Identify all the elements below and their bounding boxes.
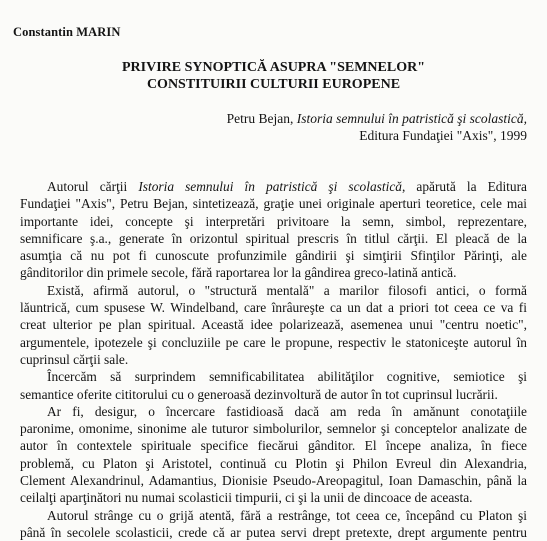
text-line: semantice oferite cititorului cu o generoasă dezinvoltură de autor în tot cuprinsul lucrării. (20, 386, 498, 402)
text-line: gânditorilor din primele secole, fără raportarea lor la gândirea greco-latină antică. (20, 265, 457, 281)
text-line: Autorul cărţii Istoria semnului în patristică şi scolastică, apărută la Editura (47, 179, 527, 194)
paragraph (20, 403, 527, 507)
text-line: cuprinsul cărţii sale. (20, 351, 129, 367)
book-reference-line-2: Editura Fundaţiei "Axis", 1999 (359, 128, 527, 143)
paragraph (20, 178, 527, 282)
text-line: până în secolele scolasticii, crede că ar putea servi drept pretexte, drept argumente pentru (20, 524, 527, 540)
text-line: problemă, cu Platon şi Aristotel, continuă cu Plotin şi Philon Evreul din Alexandria, (20, 455, 527, 471)
text-line: Fundaţiei "Axis", Petru Bejan, sintetizează, graţie unei originale aperturi teoretice, cele mai (20, 196, 527, 212)
text-line: paronime, omonime, sinonime ale tuturor simbolurilor, semnelor şi conceptelor analizate de (20, 421, 527, 437)
article-title-line-2: CONSTITUIRII CULTURII EUROPENE (146, 77, 401, 92)
article-title-line-1: PRIVIRE SYNOPTICĂ ASUPRA "SEMNELOR" (122, 60, 425, 75)
text-line: Ar fi, desigur, o încercare fastidioasă dacă am reda în amănunt conotaţiile (47, 403, 527, 419)
text-line: lăuntrică, cum spusese W. Windelband, care înrâureşte ca un dat a priori tot ceea ce va fi (20, 300, 527, 316)
text-line: ceilalţi aparţinători nu numai scolasticii timpurii, ci şi la unii de dincoace de aceasta. (20, 490, 473, 506)
book-reference-line-1 (227, 110, 527, 127)
book-title-inline: Istoria semnului în patristică şi scolastică (138, 179, 402, 194)
text-line: argumentele, ipotezele şi concluziile pe care le propune, respectiv le statoniceşte autorul în (20, 334, 527, 350)
reference-author: Petru Bejan, (226, 111, 297, 126)
text-line: semnificare ş.a., generate în orizontul spiritual prescris în titlul cărţii. El pleacă de la (20, 230, 527, 246)
author-name: Constantin MARIN (13, 25, 121, 39)
text-line: Încercăm să surprindem semnificabilitatea abilităţilor cognitive, semiotice şi (47, 369, 527, 385)
text-line: asumţia că nu pot fi cunoscute profunzimile gândirii şi simţirii Sfinţilor Părinţi, ale (20, 248, 527, 264)
paragraph (20, 282, 527, 368)
paragraph (20, 368, 527, 403)
text-line: importante idei, concepte şi interpretări privitoare la semn, simbol, reprezentare, (20, 213, 527, 229)
text-line: Clement Alexandrinul, Adamantius, Dionisie Pseudo-Areopagitul, Ioan Damaschin, până la (20, 473, 527, 489)
reference-book-title: Istoria semnului în patristică şi scolastică, (296, 111, 527, 126)
text-line: Autorul strânge cu o grijă atentă, fără a restrânge, tot ceea ce, începând cu Platon şi (47, 507, 527, 523)
text-line: creat ulterior pe plan spiritual. Această idee polarizează, asemenea unui "centru noetic", (20, 317, 527, 333)
article-body (20, 178, 527, 541)
text-line: autor în contextele spirituale specifice fiecărui gânditor. El începe analiza, în fiece (20, 438, 527, 454)
text-line: Există, afirmă autorul, o "structură mentală" a marilor filosofi antici, o formă (47, 282, 527, 298)
